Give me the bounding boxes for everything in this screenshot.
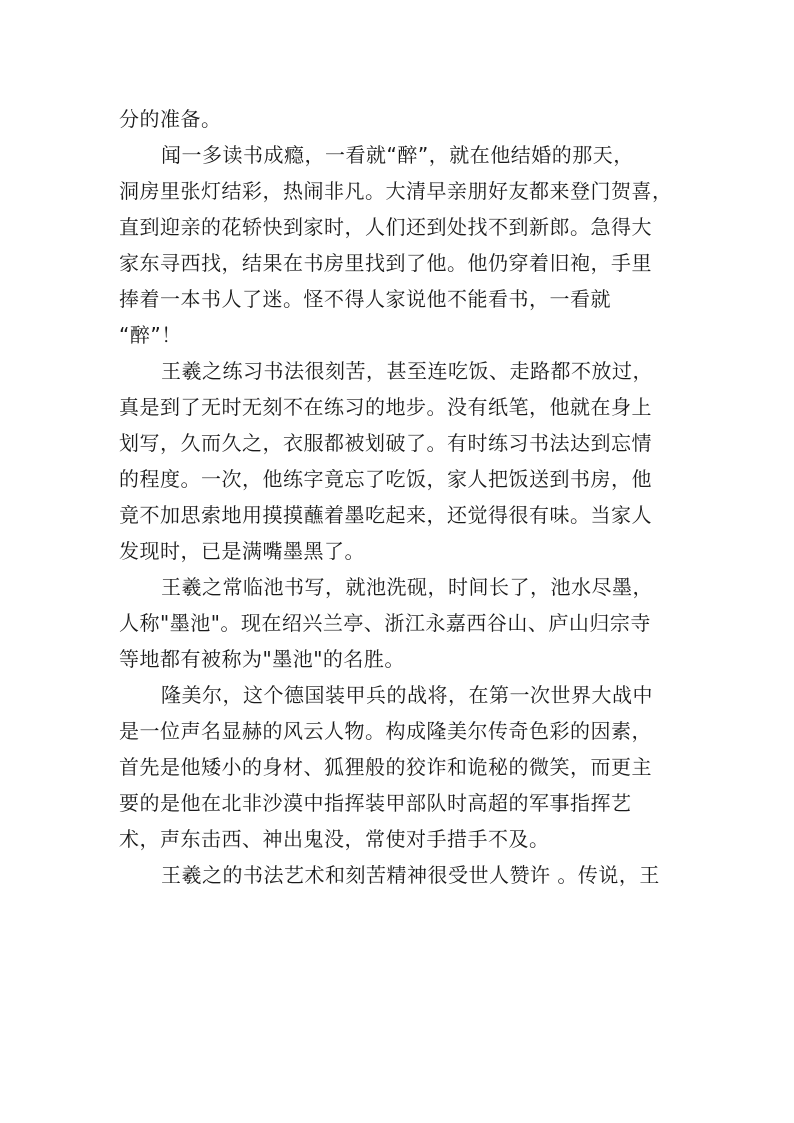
text-line: 等地都有被称为"墨池"的名胜。 <box>119 647 405 671</box>
text-line: 划写，久而久之，衣服都被划破了。有时练习书法达到忘情 <box>119 431 652 455</box>
text-line: 竟不加思索地用摸摸蘸着墨吃起来，还觉得很有味。当家人 <box>119 503 652 527</box>
text-line: 首先是他矮小的身材、狐狸般的狡诈和诡秘的微笑，而更主 <box>119 755 652 779</box>
text-line: 王羲之练习书法很刻苦，甚至连吃饭、走路都不放过， <box>161 359 653 383</box>
text-line: 直到迎亲的花轿快到家时，人们还到处找不到新郎。急得大 <box>119 215 652 239</box>
paragraph-wang-xizhi-practice <box>119 353 679 569</box>
text-line: “醉”！ <box>119 323 182 347</box>
text-line: 王羲之常临池书写，就池洗砚，时间长了，池水尽墨， <box>161 575 653 599</box>
text-line: 是一位声名显赫的风云人物。构成隆美尔传奇色彩的因素， <box>119 719 652 743</box>
text-line: 的程度。一次，他练字竟忘了吃饭，家人把饭送到书房，他 <box>119 467 652 491</box>
text-line: 人称"墨池"。现在绍兴兰亭、浙江永嘉西谷山、庐山归宗寺 <box>119 611 651 635</box>
text-line: 真是到了无时无刻不在练习的地步。没有纸笔，他就在身上 <box>119 395 652 419</box>
text-line: 家东寻西找，结果在书房里找到了他。他仍穿着旧袍，手里 <box>119 251 652 275</box>
text-line: 发现时，已是满嘴墨黑了。 <box>119 539 365 563</box>
text-line: 洞房里张灯结彩，热闹非凡。大清早亲朋好友都来登门贺喜， <box>119 179 673 203</box>
text-line: 隆美尔，这个德国装甲兵的战将，在第一次世界大战中 <box>161 683 653 707</box>
paragraph-wen-yiduo <box>119 137 679 353</box>
paragraph-rommel <box>119 677 679 857</box>
paragraph-wang-xizhi-praise <box>119 857 679 893</box>
text-line: 要的是他在北非沙漠中指挥装甲部队时高超的军事指挥艺 <box>119 791 632 815</box>
text-line: 术，声东击西、神出鬼没，常使对手措手不及。 <box>119 827 550 851</box>
text-line: 闻一多读书成瘾，一看就“醉”，就在他结婚的那天， <box>161 143 634 167</box>
document-body <box>119 101 679 893</box>
paragraph-continuation <box>119 101 679 137</box>
text-line: 王羲之的书法艺术和刻苦精神很受世人赞许 。传说，王 <box>161 863 660 887</box>
text-line: 分的准备。 <box>119 107 222 131</box>
paragraph-ink-pond <box>119 569 679 677</box>
text-line: 捧着一本书人了迷。怪不得人家说他不能看书，一看就 <box>119 287 611 311</box>
